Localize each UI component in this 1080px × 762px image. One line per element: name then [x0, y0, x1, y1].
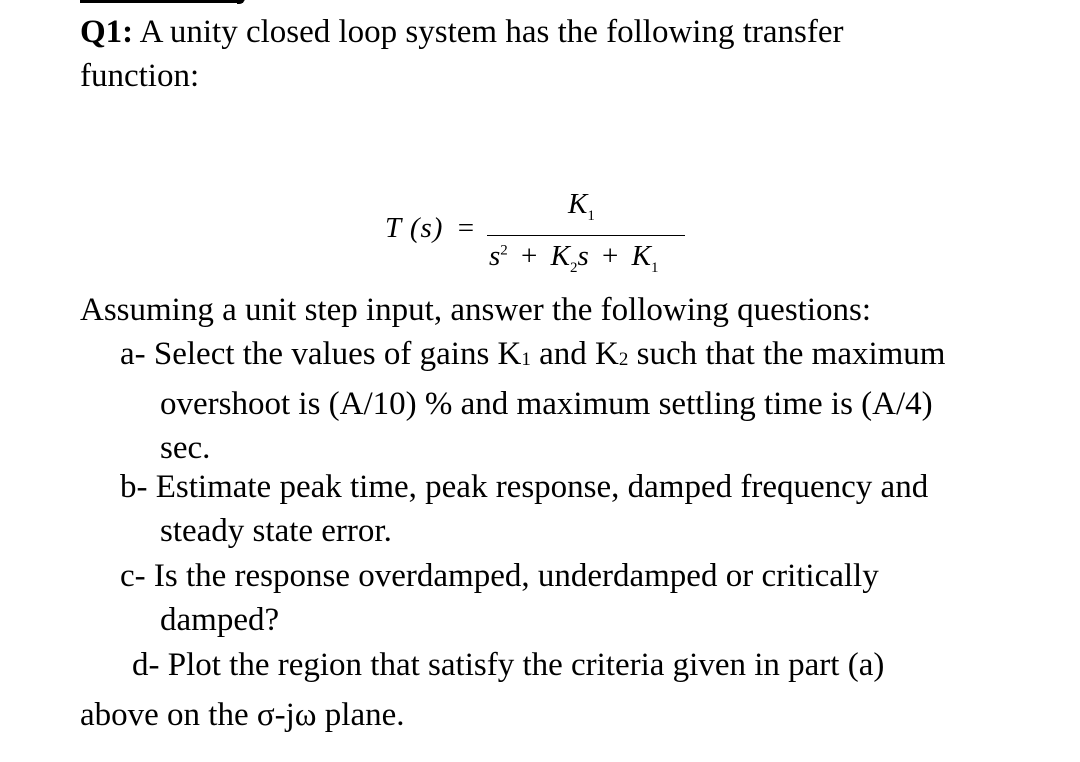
num-K-sub: 1 [587, 207, 595, 224]
item-a-line1 [120, 336, 945, 372]
den-K1-sub: 1 [651, 259, 659, 276]
question-header [80, 10, 1000, 98]
intro-text: Assuming a unit step input, answer the following questions: [80, 292, 872, 328]
equation-numerator [568, 188, 595, 225]
den-K2-sub: 2 [570, 259, 578, 276]
item-c-line2: damped? [160, 602, 280, 638]
item-d [132, 643, 1032, 687]
item-b-line2: steady state error. [160, 513, 392, 549]
item-a [120, 332, 1020, 470]
den-s2: s [577, 240, 589, 272]
transfer-function-equation [385, 190, 705, 290]
k1-sub: 1 [521, 349, 531, 370]
lhs-T: T [385, 212, 402, 244]
plus-sign-2: + [602, 240, 619, 272]
item-a-line2: overshoot is (A/10) % and maximum settling time is (A/4) [160, 386, 933, 422]
item-b [120, 465, 1020, 553]
item-b-line1: b- Estimate peak time, peak response, damped frequency and [120, 469, 929, 505]
lhs-s: (s) [409, 212, 444, 244]
den-s: s [489, 240, 501, 272]
item-a-pre: a- Select the values of gains K [120, 336, 522, 372]
item-c [120, 554, 1020, 642]
last-line: above on the σ-jω plane. [80, 697, 405, 733]
den-s-sup: 2 [500, 242, 508, 259]
item-d-line1: d- Plot the region that satisfy the criteria given in part (a) [132, 647, 885, 683]
item-a-line3: sec. [160, 430, 211, 466]
top-rule [80, 0, 243, 3]
plus-sign-1: + [521, 240, 538, 272]
equation-denominator [489, 240, 659, 277]
question-label: Q1: [80, 14, 134, 50]
fraction-bar [487, 235, 685, 236]
item-a-post: such that the maximum [628, 336, 946, 372]
question-line2: function: [80, 58, 200, 94]
den-K2: K [550, 240, 570, 272]
num-K: K [568, 188, 588, 220]
den-K1: K [631, 240, 651, 272]
question-line1: A unity closed loop system has the following transfer [139, 14, 844, 50]
item-a-mid: and K [530, 336, 619, 372]
equation-lhs [385, 212, 475, 245]
k2-sub: 2 [618, 349, 629, 370]
equals-sign: = [457, 212, 476, 244]
item-c-line1: c- Is the response overdamped, underdamped or critically [120, 558, 879, 594]
